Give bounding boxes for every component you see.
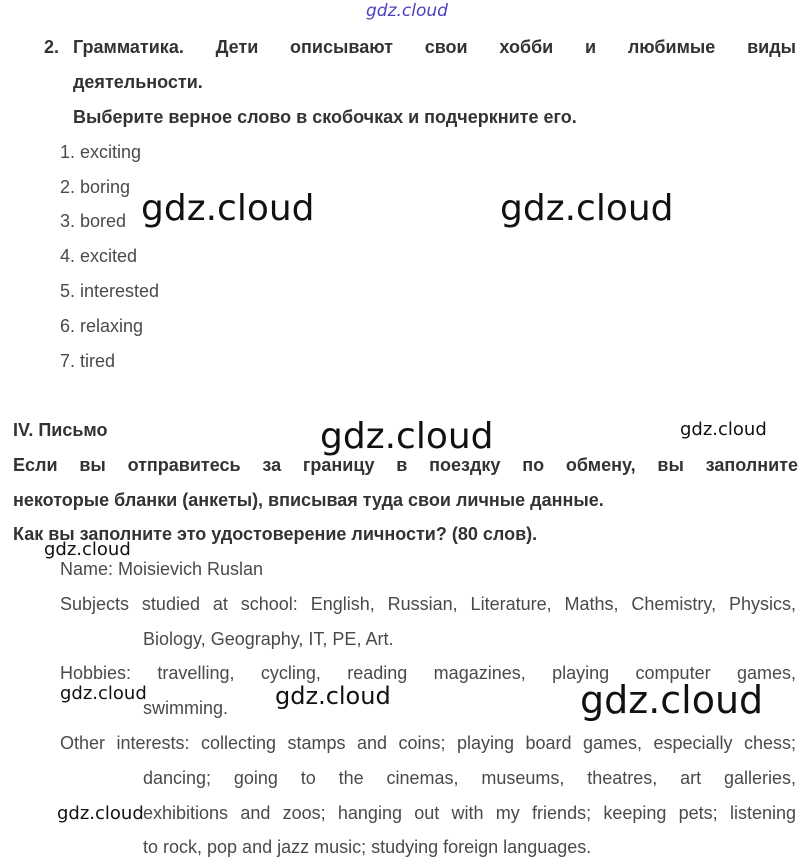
answer-item: 4. excited	[60, 246, 138, 266]
section-4-question: Как вы заполните это удостоверение личности? (80 слов).	[13, 524, 538, 544]
form-name-line: Name: Moisievich Ruslan	[60, 559, 264, 579]
form-subjects-line2: Biology, Geography, IT, PE, Art.	[143, 629, 394, 649]
section-2-number: 2.	[44, 37, 60, 57]
answer-item: 1. exciting	[60, 142, 142, 162]
form-other-interests-line1: Other interests: collecting stamps and coins; playing board games, especially chess;	[60, 733, 796, 753]
watermark: gdz.cloud	[680, 419, 767, 440]
form-subjects-line1: Subjects studied at school: English, Russian, Literature, Maths, Chemistry, Physics,	[60, 594, 796, 614]
watermark: gdz.cloud	[60, 683, 147, 704]
watermark: gdz.cloud	[500, 188, 674, 229]
watermark-top: gdz.cloud	[366, 1, 448, 21]
form-other-interests-line4: to rock, pop and jazz music; studying foreign languages.	[143, 837, 592, 857]
form-other-interests-line2: dancing; going to the cinemas, museums, theatres, art galleries,	[143, 768, 796, 788]
section-2-instruction: Выберите верное слово в скобочках и подчеркните его.	[73, 107, 577, 127]
answer-item: 5. interested	[60, 281, 160, 301]
watermark: gdz.cloud	[44, 539, 131, 560]
answer-item: 6. relaxing	[60, 316, 144, 336]
watermark: gdz.cloud	[580, 678, 764, 722]
section-2-heading-line2: деятельности.	[73, 72, 203, 92]
section-2-heading-line1: Грамматика. Дети описывают свои хобби и любимые виды	[73, 37, 796, 57]
answer-item: 3. bored	[60, 211, 127, 231]
form-hobbies-line1: Hobbies: travelling, cycling, reading magazines, playing computer games,	[60, 663, 796, 683]
section-4-paragraph-line1: Если вы отправитесь за границу в поездку по обмену, вы заполните	[13, 455, 798, 475]
form-hobbies-line2: swimming.	[143, 698, 229, 718]
section-4-paragraph-line2: некоторые бланки (анкеты), вписывая туда свои личные данные.	[13, 490, 604, 510]
watermark: gdz.cloud	[275, 682, 391, 710]
watermark: gdz.cloud	[57, 803, 144, 824]
answer-item: 2. boring	[60, 177, 131, 197]
watermark: gdz.cloud	[141, 188, 315, 229]
section-4-heading: IV. Письмо	[13, 420, 108, 440]
watermark: gdz.cloud	[320, 416, 494, 457]
answer-item: 7. tired	[60, 351, 116, 371]
form-other-interests-line3: exhibitions and zoos; hanging out with my friends; keeping pets; listening	[143, 803, 796, 823]
